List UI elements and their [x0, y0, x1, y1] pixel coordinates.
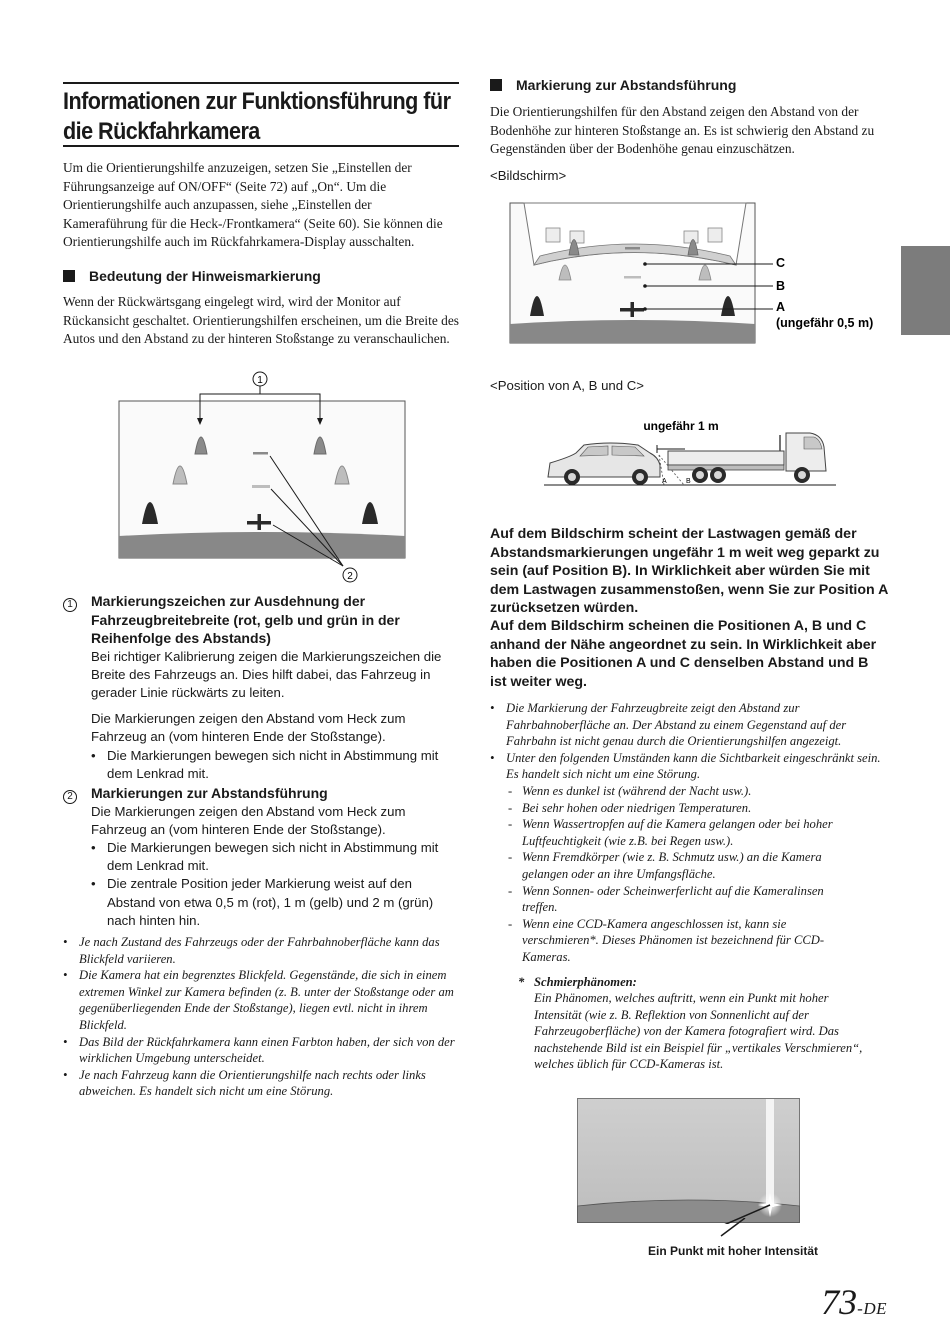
- item2-block: [63, 784, 459, 930]
- label-c: C: [776, 256, 786, 270]
- section-square-icon: [63, 270, 75, 282]
- guide-marker-diagram: [115, 368, 410, 586]
- page-title: Informationen zur Funktionsführung für die Rückfahrkamera: [63, 88, 451, 145]
- car-icon: [548, 443, 660, 485]
- right-notes: [490, 700, 888, 783]
- item1-block: [63, 592, 459, 783]
- bumper-shape: [119, 532, 405, 558]
- list-item: - Wenn Sonnen- oder Scheinwerferlicht auf die Kameralinsen treffen.: [506, 883, 858, 916]
- list-item: • Die Kamera hat ein begrenztes Blickfeld. Gegenstände, die sich in einem extremen Winkel zur Kamera befinden (z. B. unter der Stoßstange oder am gegenüberliegenden Ende der Stoßstange), liegen evtl. nicht in ihrem Blickfeld.: [63, 967, 459, 1033]
- section2-paragraph: Die Orientierungshilfen für den Abstand zeigen den Abstand von der Bodenhöhe zur hinteren Stoßstange an. Es ist schwierig den Abstand zu Gegenständen über der Bodenhöhe genau einzuschätzen.: [490, 104, 875, 157]
- label-a: A: [776, 300, 786, 314]
- section-square-icon: [490, 79, 502, 91]
- item1-text2: Die Markierungen zeigen den Abstand vom Heck zum Fahrzeug an (vom hinteren Ende der Stoßstange).: [91, 711, 406, 745]
- small-label-b: B: [686, 478, 691, 485]
- section-heading-text: Bedeutung der Hinweismarkierung: [89, 268, 321, 284]
- smear-illustration: [577, 1098, 802, 1224]
- list-item: - Wenn Wassertropfen auf die Kamera gelangen oder bei hoher Luftfeuchtigkeit (wie z.B. bei Regen usw.).: [506, 816, 858, 849]
- bold-paragraph-1: Auf dem Bildschirm scheint der Lastwagen gemäß der Abstandsmarkierungen ungefähr 1 m weit weg geparkt zu sein (auf Position B). In Wirklichkeit aber würden Sie mit dem Lastwagen zusammenstoßen, wenn Sie zur Position A zurücksetzen würden.: [490, 526, 888, 617]
- item1-heading: Markierungszeichen zur Ausdehnung der Fahrzeugbreitebreite (rot, gelb und grün in der Reihenfolge des Abstands): [91, 593, 400, 646]
- item2-text1: Die Markierungen zeigen den Abstand vom Heck zum Fahrzeug an (vom hinteren Ende der Stoßstange).: [91, 803, 406, 837]
- list-item: • Die Markierungen bewegen sich nicht in Abstimmung mit dem Lenkrad mit.: [91, 839, 459, 875]
- list-item: • Die zentrale Position jeder Markierung weist auf den Abstand von etwa 0,5 m (rot), 1 m (gelb) und 2 m (grün) nach hinten hin.: [91, 875, 459, 930]
- side-tab-marker: [901, 246, 950, 335]
- item2-bullets: [91, 839, 459, 930]
- list-item: - Wenn es dunkel ist (während der Nacht usw.).: [506, 783, 858, 800]
- list-item: • Je nach Fahrzeug kann die Orientierungshilfe nach rechts oder links abweichen. Es handelt sich nicht um eine Störung.: [63, 1067, 459, 1100]
- distance-label: ungefähr 1 m: [643, 419, 719, 433]
- smear-pointer: [717, 1218, 747, 1238]
- bold-paragraph-2: Auf dem Bildschirm scheinen die Positionen A, B und C anhand der Nähe angeordnet zu sein. In Wirklichkeit aber haben die Positionen A und C denselben Abstand und B ist weiter weg.: [490, 618, 877, 690]
- smear-text: Ein Phänomen, welches auftritt, wenn ein Punkt mit hoher Intensität (wie z. B. Reflektion von Sonnenlicht auf der Fahrzeugoberfläche) von der Kamera fotografiert wird. Das nachstehende Bild ist ein Beispiel für „vertikales Verschmieren“, welches üblich für CCD-Kameras ist.: [534, 991, 863, 1072]
- callout-2-label: 2: [347, 571, 353, 582]
- left-notes: [63, 934, 459, 1100]
- list-item: • Die Markierung der Fahrzeugbreite zeigt den Abstand zur Fahrbahnoberfläche an. Der Abstand zu einem Gegenstand auf der Fahrbahn ist nicht genau durch die Orientierungshilfen angezeigt.: [490, 700, 888, 750]
- list-item: - Wenn Fremdkörper (wie z. B. Schmutz usw.) an die Kamera gelangen oder an ihre Umfangsfläche.: [506, 849, 858, 882]
- small-label-a: A: [662, 478, 667, 485]
- smear-streak: [766, 1099, 774, 1207]
- list-item: • Das Bild der Rückfahrkamera kann einen Farbton haben, der sich von der wirklichen Umgebung unterscheidet.: [63, 1034, 459, 1067]
- label-a-note: (ungefähr 0,5 m): [776, 316, 874, 330]
- distance-mark-far: [253, 452, 268, 455]
- page-number-suffix: -DE: [857, 1299, 887, 1318]
- list-item: • Die Markierungen bewegen sich nicht in Abstimmung mit dem Lenkrad mit.: [91, 747, 459, 783]
- label-b: B: [776, 279, 786, 293]
- truck-icon: [668, 433, 826, 483]
- item1-number: 1: [63, 598, 77, 612]
- section-heading-text: Markierung zur Abstandsführung: [516, 77, 737, 93]
- page-number-value: 73: [821, 1282, 858, 1322]
- page-number: [821, 1282, 887, 1329]
- title-rule-top: [63, 82, 459, 84]
- section1-paragraph: Wenn der Rückwärtsgang eingelegt wird, wird der Monitor auf Rückansicht geschaltet. Orientierungshilfen erscheinen, um die Breite des Autos und den Abstand zu der hinteren Stoßstange zu veranschaulichen.: [63, 294, 460, 347]
- bumper-shape: [510, 320, 755, 343]
- distance-mark-far: [625, 247, 640, 250]
- item2-heading: Markierungen zur Abstandsführung: [91, 785, 328, 801]
- title-rule-bottom: [63, 145, 459, 147]
- item1-text1: Bei richtiger Kalibrierung zeigen die Markierungszeichen die Breite des Fahrzeugs an. Dies hilft dabei, das Fahrzeug in gerader Linie rückwärts zu leiten.: [91, 648, 442, 700]
- list-item: - Wenn eine CCD-Kamera angeschlossen ist, kann sie verschmieren*. Dieses Phänomen ist bezeichnend für CCD-Kameras.: [506, 916, 858, 966]
- smear-heading: Schmierphänomen:: [534, 974, 637, 989]
- distance-mark-mid: [624, 276, 641, 279]
- section-heading-abstandsfuehrung: [490, 76, 736, 94]
- section-heading-hinweismarkierung: [63, 267, 321, 285]
- list-item: - Bei sehr hohen oder niedrigen Temperaturen.: [506, 800, 858, 817]
- item1-bullets: [91, 747, 459, 783]
- car-truck-diagram: [540, 415, 840, 491]
- conditions-list: [506, 783, 858, 966]
- item2-number: 2: [63, 790, 77, 804]
- screen-caption: <Bildschirm>: [490, 168, 567, 183]
- screen-diagram: [508, 200, 888, 348]
- intro-paragraph: Um die Orientierungshilfe anzuzeigen, setzen Sie „Einstellen der Führungsanzeige auf ON/OFF“ (Seite 72) auf „On“. Um die Orientierungshilfe auch anzupassen, siehe „Einstellen der Kameraführung für die Heck-/Frontkamera“ (Seite 60). Sie können die Orientierungshilfe auch im Rückfahrkamera-Display ausschalten.: [63, 160, 443, 250]
- list-item: • Je nach Zustand des Fahrzeugs oder der Fahrbahnoberfläche kann das Blickfeld variieren.: [63, 934, 459, 967]
- right-notes-block: [490, 700, 888, 1073]
- smear-caption: Ein Punkt mit hoher Intensität: [648, 1244, 819, 1258]
- list-item: • Unter den folgenden Umständen kann die Sichtbarkeit eingeschränkt sein. Es handelt sich nicht um eine Störung.: [490, 750, 888, 783]
- distance-mark-mid: [252, 485, 270, 488]
- callout-1-label: 1: [257, 375, 263, 386]
- position-caption: <Position von A, B und C>: [490, 378, 644, 393]
- smear-star: *: [518, 974, 525, 989]
